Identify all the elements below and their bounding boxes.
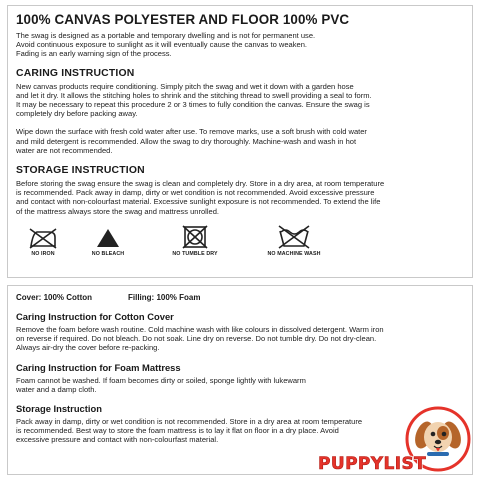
text-line: water and a damp cloth. [16, 384, 97, 394]
text-line: is recommended. Best way to store the foam mattress is to lay it flat on floor in a dry place. Avoid [16, 426, 339, 436]
no-machine-wash-icon [277, 225, 311, 249]
cover-spec: Cover: 100% Cotton [16, 293, 93, 302]
intro-line: The swag is designed as a portable and temporary dwelling and is not for permanent use. [16, 31, 316, 40]
care-symbol-no-tumble-dry [151, 225, 239, 257]
foam-care-paragraph [16, 376, 464, 394]
text-line: Wipe down the surface with fresh cold water after use. To remove marks, use a soft brush with cold water [16, 127, 367, 137]
text-line: excessive pressure and contact with non-colourfast material. [16, 435, 219, 445]
text-line: Pack away in damp, dirty or wet condition is not recommended. Store in a dry area at room temperature [16, 417, 363, 427]
no-iron-icon [28, 225, 58, 249]
cover-care-heading: Caring Instruction for Cotton Cover [16, 311, 174, 322]
text-line: Remove the foam before wash routine. Cold machine wash with like colours in dissolved detergent. Warm iron [16, 325, 384, 334]
text-line: and let it dry. It allows the stitching holes to shrink and the stitching thread to swell providing a seal to form. [16, 90, 372, 100]
intro-text [16, 31, 464, 59]
no-bleach-icon [95, 225, 121, 249]
text-line: is recommended. Pack away in damp, dirty or wet condition is not recommended. Avoid excessive pressure [16, 188, 375, 198]
text-line: completely dry before packing away. [16, 109, 138, 119]
care-symbol-no-iron [21, 225, 65, 257]
care-symbol-label: NO TUMBLE DRY [172, 250, 218, 257]
text-line: and mild detergent is recommended. Allow the swag to dry thoroughly. Machine-wash and wash in hot [16, 136, 357, 146]
text-line: Before storing the swag ensure the swag is clean and completely dry. Store in a dry area, at room temperature [16, 179, 385, 189]
storage-paragraph [16, 179, 464, 216]
care-symbols [16, 225, 464, 257]
care-symbol-no-machine-wash [239, 225, 349, 257]
no-tumble-dry-icon [182, 225, 208, 249]
text-line: Foam cannot be washed. If foam becomes dirty or soiled, sponge lightly with lukewarm [16, 375, 306, 385]
text-line: Always air-dry the cover before re-packing. [16, 343, 160, 353]
storage-heading: STORAGE INSTRUCTION [16, 165, 145, 177]
caring-heading: CARING INSTRUCTION [16, 67, 135, 79]
text-line: on reverse if required. Do not bleach. Do not soak. Line dry on reverse. Do not tumble dry. Do not dry-clean. [16, 334, 377, 344]
care-symbol-no-bleach [65, 225, 151, 257]
text-line: It may be necessary to repeat this procedure 2 or 3 times to fully condition the canvas. Ensure the swag is [16, 100, 370, 110]
cover-care-paragraph [16, 325, 464, 353]
mattress-storage-paragraph [16, 417, 464, 445]
text-line: and contact with non-colourfast material. Excessive sunlight exposure is not recommended. To extend the life [16, 197, 381, 207]
text-line: water are not recommended. [16, 145, 113, 155]
puppylist-watermark-text: PUPPYLIST [318, 454, 427, 474]
care-symbol-label: NO MACHINE WASH [267, 250, 321, 257]
foam-care-heading: Caring Instruction for Foam Mattress [16, 361, 181, 373]
material-specs [16, 292, 464, 303]
text-line: of the mattress always store the swag and mattress unrolled. [16, 206, 220, 216]
care-symbol-label: NO IRON [31, 250, 55, 257]
page-title: 100% CANVAS POLYESTER AND FLOOR 100% PVC [16, 12, 350, 27]
text-line: New canvas products require conditioning. Simply pitch the swag and wet it down with a garden hose [16, 81, 354, 91]
caring-paragraph-1 [16, 82, 464, 119]
filling-spec: Filling: 100% Foam [128, 293, 201, 302]
mattress-storage-heading: Storage Instruction [16, 403, 102, 415]
care-symbol-label: NO BLEACH [91, 250, 125, 257]
intro-line: Fading is an early warning sign of the process. [16, 49, 172, 59]
intro-line: Avoid continuous exposure to sunlight as it will eventually cause the canvas to weaken. [16, 40, 308, 50]
swag-care-panel [7, 5, 473, 278]
caring-paragraph-2 [16, 127, 464, 155]
